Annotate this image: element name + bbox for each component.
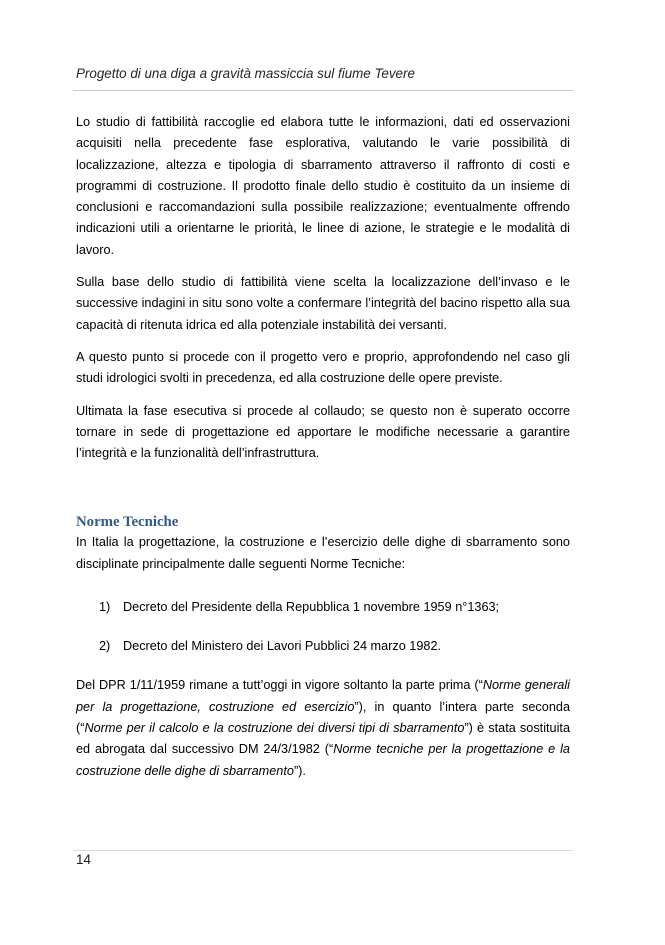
- text-run: ”) è stata sostituita ed abrogata dal successivo DM 24/3/1982 (“: [76, 721, 571, 757]
- norm-list: [76, 597, 570, 657]
- paragraph-project: A questo punto si procede con il progetto vero e proprio, approfondendo nel caso gli studi idrologici svolti in precedenza, ed alla costruzione delle opere previste.: [76, 349, 570, 386]
- paragraph-testing: Ultimata la fase esecutiva si procede al collaudo; se questo non è superato occorre tornare in sede di progettazione ed apportare le modifiche necessarie a garantire l’integrità e la funzionalità dell’infrastruttura.: [76, 403, 570, 461]
- list-item: [76, 636, 570, 657]
- section-heading: Norme Tecniche: [76, 514, 179, 531]
- paragraph-site-selection: Sulla base dello studio di fattibilità viene scelta la localizzazione dell’invaso e le successive indagini in situ sono volte a confermare l’integrità del bacino rispetto alla sua capacità di ritenuta idrica ed alla potenziale instabilità dei versanti.: [76, 275, 570, 332]
- list-item-number: 1): [99, 600, 111, 615]
- section-intro: In Italia la progettazione, la costruzione e l’esercizio delle dighe di sbarramento sono disciplinate principalmente dalle seguenti Norme Tecniche:: [76, 535, 570, 571]
- list-item-text: Decreto del Presidente della Repubblica 1 novembre 1959 n°1363;: [123, 600, 500, 615]
- text-run: Del DPR 1/11/1959 rimane a tutt’oggi in vigore soltanto la parte prima (“: [76, 678, 483, 693]
- footer-divider: [73, 850, 573, 851]
- page-number: 14: [76, 852, 91, 867]
- body-text: [76, 112, 570, 793]
- paragraph-feasibility: Lo studio di fattibilità raccoglie ed elabora tutte le informazioni, dati ed osservazioni acquisiti nella precedente fase esplorativa, valutando le varie possibilità di localizzazione, altezza e tipologia di sbarramento attraverso il raffronto di costi e programmi di costruzione. Il prodotto finale dello studio è costituito da un insieme di conclusioni e raccomandazioni sulla possibile realizzazione; eventualmente offrendo indicazioni utili a orientarne le priorità, le linee di azione, le strategie e le modalità di lavoro.: [76, 115, 570, 257]
- list-item-text: Decreto del Ministero dei Lavori Pubblici 24 marzo 1982.: [123, 639, 442, 654]
- header-divider: [73, 90, 573, 91]
- italic-title-3: Norme tecniche per la progettazione e la costruzione delle dighe di sbarramento: [76, 742, 570, 778]
- running-header: Progetto di una diga a gravità massiccia sul fiume Tevere: [76, 66, 415, 81]
- list-item-number: 2): [99, 639, 111, 654]
- italic-title-2: Norme per il calcolo e la costruzione dei diversi tipi di sbarramento: [84, 721, 465, 736]
- paragraph-dpr-status: [76, 675, 570, 781]
- text-run: ”), in quanto l’intera parte seconda (“: [76, 699, 571, 736]
- text-run: ”).: [293, 763, 306, 778]
- italic-title-1: Norme generali per la progettazione, costruzione ed esercizio: [76, 678, 570, 714]
- list-item: [76, 597, 570, 618]
